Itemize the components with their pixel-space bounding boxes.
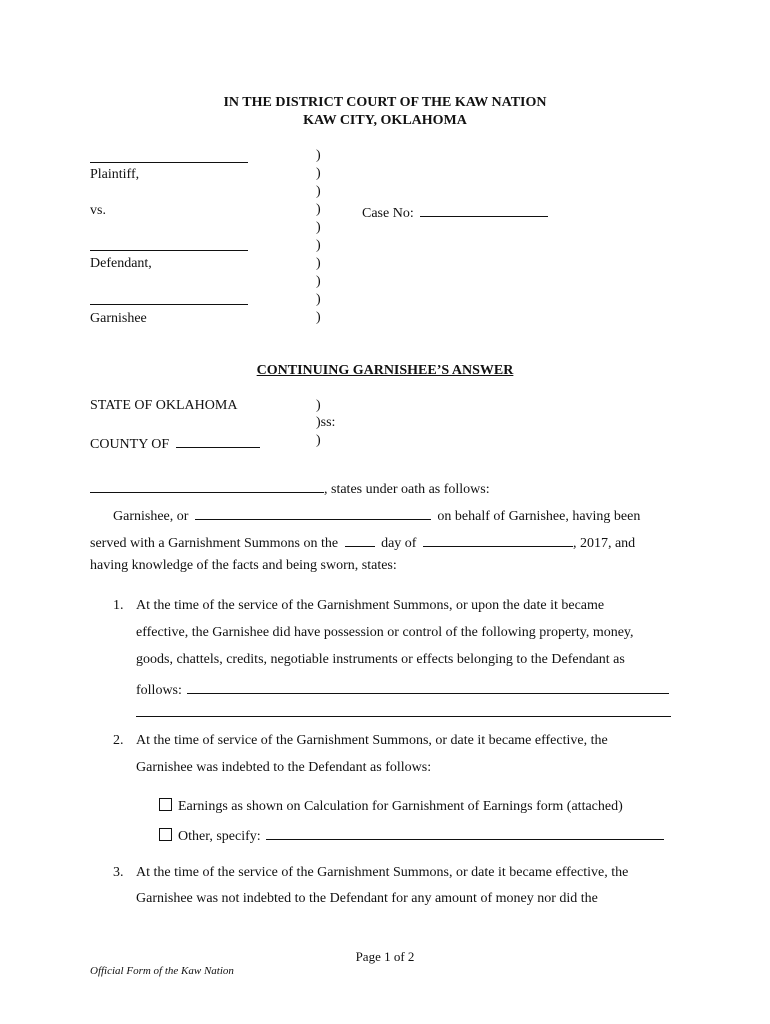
earnings-checkbox[interactable] [159, 798, 172, 811]
item-2-text: Garnishee was indebted to the Defendant as follows: [136, 760, 432, 775]
oath-line-3: having knowledge of the facts and being sworn, states: [90, 558, 397, 573]
oath-text: , 2017, and [572, 536, 636, 551]
oath-text: on behalf of Garnishee, having been [437, 509, 641, 524]
served-month-input[interactable] [423, 532, 573, 547]
case-number-label: Case No: [362, 206, 414, 221]
oath-text: day of [381, 536, 417, 551]
item-1-text: goods, chattels, credits, negotiable instruments or effects belonging to the Defendant as [136, 652, 625, 667]
caption-paren: ) [316, 238, 321, 253]
plaintiff-name-line[interactable] [90, 162, 248, 163]
other-checkbox[interactable] [159, 828, 172, 841]
item-2-number: 2. [113, 733, 124, 748]
item-1-follows [136, 679, 669, 699]
caption-paren: ) [316, 166, 321, 181]
caption-paren: ) [316, 292, 321, 307]
affiant-line [90, 478, 490, 498]
affiant-name-input[interactable] [90, 478, 324, 493]
county-input[interactable] [176, 433, 260, 448]
on-behalf-name-input[interactable] [195, 505, 431, 520]
caption-paren: ) [316, 148, 321, 163]
item-3-text: Garnishee was not indebted to the Defendant for any amount of money nor did the [136, 891, 598, 906]
official-form-footer: Official Form of the Kaw Nation [90, 965, 234, 977]
venue-paren: ) [316, 433, 321, 448]
oath-line-2 [90, 532, 635, 552]
item-3-text: At the time of the service of the Garnishment Summons, or date it became effective, the [136, 865, 629, 880]
garnishee-label: Garnishee [90, 311, 147, 326]
other-option [159, 825, 664, 845]
court-location: KAW CITY, OKLAHOMA [303, 113, 467, 128]
case-number-field [362, 202, 548, 222]
earnings-option-label: Earnings as shown on Calculation for Garnishment of Earnings form (attached) [178, 799, 623, 814]
earnings-option [159, 798, 623, 815]
property-description-input-line-2[interactable] [136, 716, 671, 717]
states-under-oath: , states under oath as follows: [324, 482, 490, 497]
page-number: Page 1 of 2 [355, 949, 415, 964]
item-1-text: At the time of the service of the Garnishment Summons, or upon the date it became [136, 598, 605, 613]
caption-paren: ) [316, 274, 321, 289]
other-specify-input[interactable] [266, 825, 664, 840]
property-description-input[interactable] [187, 679, 669, 694]
item-3-number: 3. [113, 865, 124, 880]
oath-text: served with a Garnishment Summons on the [90, 536, 339, 551]
item-1-text: effective, the Garnishee did have possession or control of the following property, money, [136, 625, 634, 640]
venue-paren: ) [316, 398, 321, 413]
caption-paren: ) [316, 256, 321, 271]
caption-paren: ) [316, 184, 321, 199]
other-option-label: Other, specify: [178, 829, 261, 844]
defendant-label: Defendant, [90, 256, 152, 271]
defendant-name-line[interactable] [90, 250, 248, 251]
plaintiff-label: Plaintiff, [90, 167, 140, 182]
case-number-input[interactable] [420, 202, 548, 217]
document-title: CONTINUING GARNISHEE’S ANSWER [256, 363, 514, 378]
caption-paren: ) [316, 202, 321, 217]
county-field [90, 433, 260, 453]
served-day-input[interactable] [345, 532, 375, 547]
county-label: COUNTY OF [90, 437, 170, 452]
item-1-number: 1. [113, 598, 124, 613]
item-1-text: follows: [136, 683, 182, 698]
oath-text: Garnishee, or [113, 509, 189, 524]
garnishee-name-line[interactable] [90, 304, 248, 305]
caption-paren: ) [316, 220, 321, 235]
item-2-text: At the time of service of the Garnishment Summons, or date it became effective, the [136, 733, 608, 748]
venue-ss: )ss: [316, 415, 336, 430]
caption-paren: ) [316, 310, 321, 325]
state-label: STATE OF OKLAHOMA [90, 398, 238, 413]
vs-label: vs. [90, 203, 106, 218]
court-name: IN THE DISTRICT COURT OF THE KAW NATION [223, 95, 547, 110]
oath-line-1 [113, 505, 640, 525]
